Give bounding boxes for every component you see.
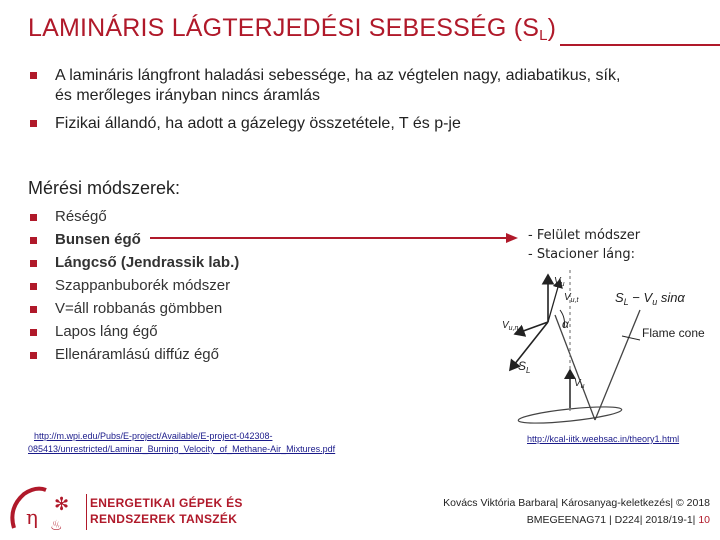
reference-link-left[interactable]: http://m.wpi.edu/Pubs/E-project/Available/E-project-042308- (34, 431, 273, 441)
cone-right-edge (595, 310, 640, 420)
bullet-marker (30, 120, 37, 127)
bullet-marker (30, 214, 37, 221)
intro-bullet-text: Fizikai állandó, ha adott a gázelegy összetétele, T és p-je (55, 115, 461, 132)
method-item: Ellenáramlású diffúz égő (55, 346, 219, 363)
pointer-arrow (150, 230, 520, 246)
intro-bullet-text-continued: és merőleges irányban nincs áramlás (55, 87, 321, 104)
bullet-marker (30, 352, 37, 359)
footer-course-text: BMEGEENAG71 | D224| 2018/19-1| (526, 514, 699, 526)
method-item: Szappanbuborék módszer (55, 277, 231, 294)
method-item: Lángcső (Jendrassik lab.) (55, 254, 240, 271)
bullet-marker (30, 72, 37, 79)
title-underline (560, 44, 720, 46)
footer-course (527, 514, 710, 526)
methods-heading: Mérési módszerek: (28, 178, 181, 198)
formula-label: $S_L - V_u$ sinα (615, 290, 685, 307)
footer-author: Kovács Viktória Barbara| Károsanyag-keletkezés| © 2018 (443, 497, 710, 509)
alpha-label: α (562, 317, 569, 331)
bullet-marker (30, 329, 37, 336)
logo-text-line1: ENERGETIKAI GÉPEK ÉS (90, 496, 243, 510)
bullet-marker (30, 237, 37, 244)
page-title: LAMINÁRIS LÁGTERJEDÉSI SEBESSÉG $(S_L)$ (28, 14, 557, 44)
intro-bullet-text: A lamináris lángfront haladási sebessége, ha az végtelen nagy, adiabatikus, sík, (55, 67, 621, 84)
method-item: Lapos láng égő (55, 323, 158, 340)
bullet-marker (30, 283, 37, 290)
flame-icon: ♨ (50, 518, 63, 534)
reference-link-left-continued[interactable]: 085413/unrestricted/Laminar_Burning_Velocity_of_Methane-Air_Mixtures.pdf (28, 444, 336, 454)
logo-text-line2: RENDSZEREK TANSZÉK (90, 512, 238, 526)
department-logo (6, 484, 84, 534)
flame-cone-label: Flame cone (642, 326, 705, 340)
side-note-surface-method: - Felület módszer (528, 228, 641, 243)
flame-cone-pointer (622, 336, 640, 340)
method-item: V=áll robbanás gömbben (55, 300, 223, 317)
method-item: Réségő (55, 208, 107, 225)
logo-divider (86, 494, 87, 530)
eta-icon: η (26, 505, 38, 529)
side-note-stationary-flame: - Stacioner láng: (528, 247, 636, 262)
vu-lower-label: $V_u$ (574, 378, 585, 390)
vun-label: $V_{u,n}$ (502, 320, 519, 332)
bullet-marker (30, 260, 37, 267)
vu-label: $V_u$ (554, 276, 565, 288)
vut-label: $V_{u,t}$ (564, 292, 579, 304)
flame-cone-diagram (500, 270, 710, 430)
cone-left-edge (555, 315, 595, 420)
gear-icon: ✻ (54, 494, 70, 515)
slide-number: 10 (698, 514, 710, 526)
method-item-bunsen: Bunsen égő (55, 231, 141, 248)
reference-link-right[interactable]: http://kcal-iitk.weebsac.in/theory1.html (527, 434, 680, 444)
bullet-marker (30, 306, 37, 313)
sl-label: $S_L$ (518, 359, 531, 375)
